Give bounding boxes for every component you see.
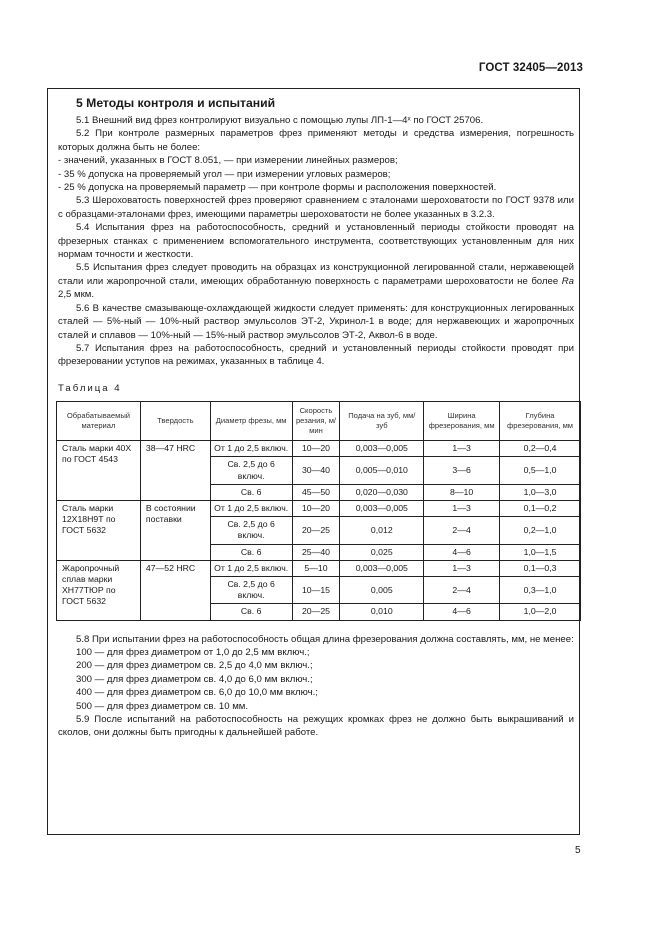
cell-width: 1—3	[424, 441, 500, 457]
cell-speed: 10—20	[292, 500, 340, 516]
cell-feed: 0,005—0,010	[340, 457, 424, 484]
cell-depth: 0,1—0,2	[500, 500, 581, 516]
page-number: 5	[575, 845, 581, 856]
paragraph-5-3: 5.3 Шероховатость поверхностей фрез проверяют сравнением с эталонами шероховатости по ГОСТ 9378 или с образцами-эталонами фрез, имеющими параметры шероховатости не более указанных в 3.2.3.	[58, 195, 574, 220]
cell-width: 1—3	[424, 560, 500, 576]
cell-feed: 0,020—0,030	[340, 484, 424, 500]
cell-speed: 25—40	[292, 544, 340, 560]
cell-feed: 0,005	[340, 576, 424, 603]
cell-feed: 0,003—0,005	[340, 441, 424, 457]
header-feed: Подача на зуб, мм/зуб	[340, 402, 424, 441]
list-item: 100 — для фрез диаметром от 1,0 до 2,5 мм включ.;	[76, 646, 310, 658]
cell-speed: 20—25	[292, 604, 340, 620]
cell-depth: 1,0—3,0	[500, 484, 581, 500]
cell-depth: 0,5—1,0	[500, 457, 581, 484]
cell-speed: 30—40	[292, 457, 340, 484]
after-table-section	[58, 633, 574, 740]
cell-diameter: От 1 до 2,5 включ.	[210, 500, 292, 516]
cell-speed: 5—10	[292, 560, 340, 576]
paragraph-5-2: 5.2 При контроле размерных параметров фрез применяют методы и средства измерения, погрешность которых должна быть не более:	[58, 128, 574, 153]
list-item: 500 — для фрез диаметром св. 10 мм.	[76, 700, 249, 712]
header-material: Обрабатываемый материал	[57, 402, 141, 441]
section-title: 5 Методы контроля и испытаний	[76, 96, 276, 110]
cell-speed: 10—15	[292, 576, 340, 603]
cell-material: Жаропрочный сплав марки ХН77ТЮР по ГОСТ 5632	[57, 560, 141, 620]
table-row	[57, 500, 581, 516]
page-content	[58, 96, 574, 740]
cell-diameter: Св. 6	[210, 484, 292, 500]
paragraph-5-8: 5.8 При испытании фрез на работоспособность общая длина фрезерования должна составлять, мм, не менее:	[76, 633, 574, 645]
list-item: 200 — для фрез диаметром св. 2,5 до 4,0 мм включ.;	[76, 660, 313, 672]
cell-width: 1—3	[424, 500, 500, 516]
cell-hardness: 38—47 HRC	[140, 441, 210, 501]
cell-diameter: Св. 6	[210, 604, 292, 620]
milling-modes-table	[56, 401, 581, 620]
cell-diameter: Св. 6	[210, 544, 292, 560]
cell-material: Сталь марки 12Х18Н9Т по ГОСТ 5632	[57, 500, 141, 560]
paragraph-5-5	[58, 261, 574, 301]
list-item: 300 — для фрез диаметром св. 4,0 до 6,0 мм включ.;	[76, 673, 313, 685]
paragraph-5-5-text-a: 5.5 Испытания фрез следует проводить на образцах из конструкционной легированной стали, нержавеющей стали или жаропрочной стали, имеющих обработанную поверхность с параметрами шероховатости не более	[58, 262, 574, 287]
cell-width: 4—6	[424, 604, 500, 620]
cell-feed: 0,003—0,005	[340, 560, 424, 576]
paragraph-5-9: 5.9 После испытаний на работоспособность на режущих кромках фрез не должно быть выкрашиваний и сколов, они должны быть пригодны к дальнейшей работе.	[58, 714, 574, 739]
list-item: - 25 % допуска на проверяемый параметр — при контроле формы и расположения поверхностей.	[58, 182, 497, 194]
paragraph-5-7: 5.7 Испытания фрез на работоспособность, средний и установленный периоды стойкости проводят при фрезеровании уступов на режимах, указанных в таблице 4.	[58, 342, 574, 368]
cell-depth: 1,0—2,0	[500, 604, 581, 620]
header-hardness: Твердость	[140, 402, 210, 441]
list-item: - значений, указанных в ГОСТ 8.051, — при измерении линейных размеров;	[58, 155, 398, 167]
header-width: Ширина фрезерования, мм	[424, 402, 500, 441]
table-caption: Таблица 4	[58, 382, 122, 394]
cell-diameter: От 1 до 2,5 включ.	[210, 441, 292, 457]
cell-depth: 0,1—0,3	[500, 560, 581, 576]
roughness-symbol: Ra	[561, 275, 574, 287]
cell-depth: 0,2—0,4	[500, 441, 581, 457]
paragraph-5-5-text-b: 2,5 мкм.	[58, 289, 95, 301]
cell-diameter: Св. 2,5 до 6 включ.	[210, 517, 292, 544]
cell-diameter: От 1 до 2,5 включ.	[210, 560, 292, 576]
paragraph-5-6: 5.6 В качестве смазывающе-охлаждающей жидкости следует применять: для конструкционных легированных сталей — 5%-ный — 10%-ный раствор эмульсолов ЭТ-2, Укринол-1 в воде; для нержавеющих и жаропрочных сталей и сплавов — 10%-ный — 15%-ный раствор эмульсолов ЭТ-2, Аквол-6 в воде.	[58, 302, 574, 341]
cell-speed: 45—50	[292, 484, 340, 500]
cell-feed: 0,025	[340, 544, 424, 560]
cell-material: Сталь марки 40Х по ГОСТ 4543	[57, 441, 141, 501]
cell-width: 2—4	[424, 517, 500, 544]
paragraph-5-4: 5.4 Испытания фрез на работоспособность, средний и установленный периоды стойкости проводят на фрезерных станках с применением вспомогательного инструмента, соответствующих установленным для них нормам точности и жесткости.	[58, 222, 574, 261]
header-depth: Глубина фрезерования, мм	[500, 402, 581, 441]
cell-diameter: Св. 2,5 до 6 включ.	[210, 576, 292, 603]
cell-speed: 10—20	[292, 441, 340, 457]
cell-width: 8—10	[424, 484, 500, 500]
header-speed: Скорость резания, м/мин	[292, 402, 340, 441]
paragraph-5-1: 5.1 Внешний вид фрез контролируют визуально с помощью лупы ЛП-1—4ˣ по ГОСТ 25706.	[76, 115, 484, 126]
list-item: 400 — для фрез диаметром св. 6,0 до 10,0 мм включ.;	[76, 687, 318, 699]
header-diameter: Диаметр фрезы, мм	[210, 402, 292, 441]
table-row	[57, 560, 581, 576]
cell-feed: 0,010	[340, 604, 424, 620]
document-standard-number: ГОСТ 32405—2013	[478, 62, 583, 74]
cell-depth: 0,2—1,0	[500, 517, 581, 544]
cell-depth: 0,3—1,0	[500, 576, 581, 603]
list-item: - 35 % допуска на проверяемый угол — при измерении угловых размеров;	[58, 168, 391, 180]
cell-feed: 0,012	[340, 517, 424, 544]
table-header-row	[57, 402, 581, 441]
cell-hardness: 47—52 HRC	[140, 560, 210, 620]
cell-speed: 20—25	[292, 517, 340, 544]
cell-width: 2—4	[424, 576, 500, 603]
cell-depth: 1,0—1,5	[500, 544, 581, 560]
cell-diameter: Св. 2,5 до 6 включ.	[210, 457, 292, 484]
cell-width: 3—6	[424, 457, 500, 484]
cell-hardness: В состоянии поставки	[140, 500, 210, 560]
cell-width: 4—6	[424, 544, 500, 560]
cell-feed: 0,003—0,005	[340, 500, 424, 516]
table-row	[57, 441, 581, 457]
